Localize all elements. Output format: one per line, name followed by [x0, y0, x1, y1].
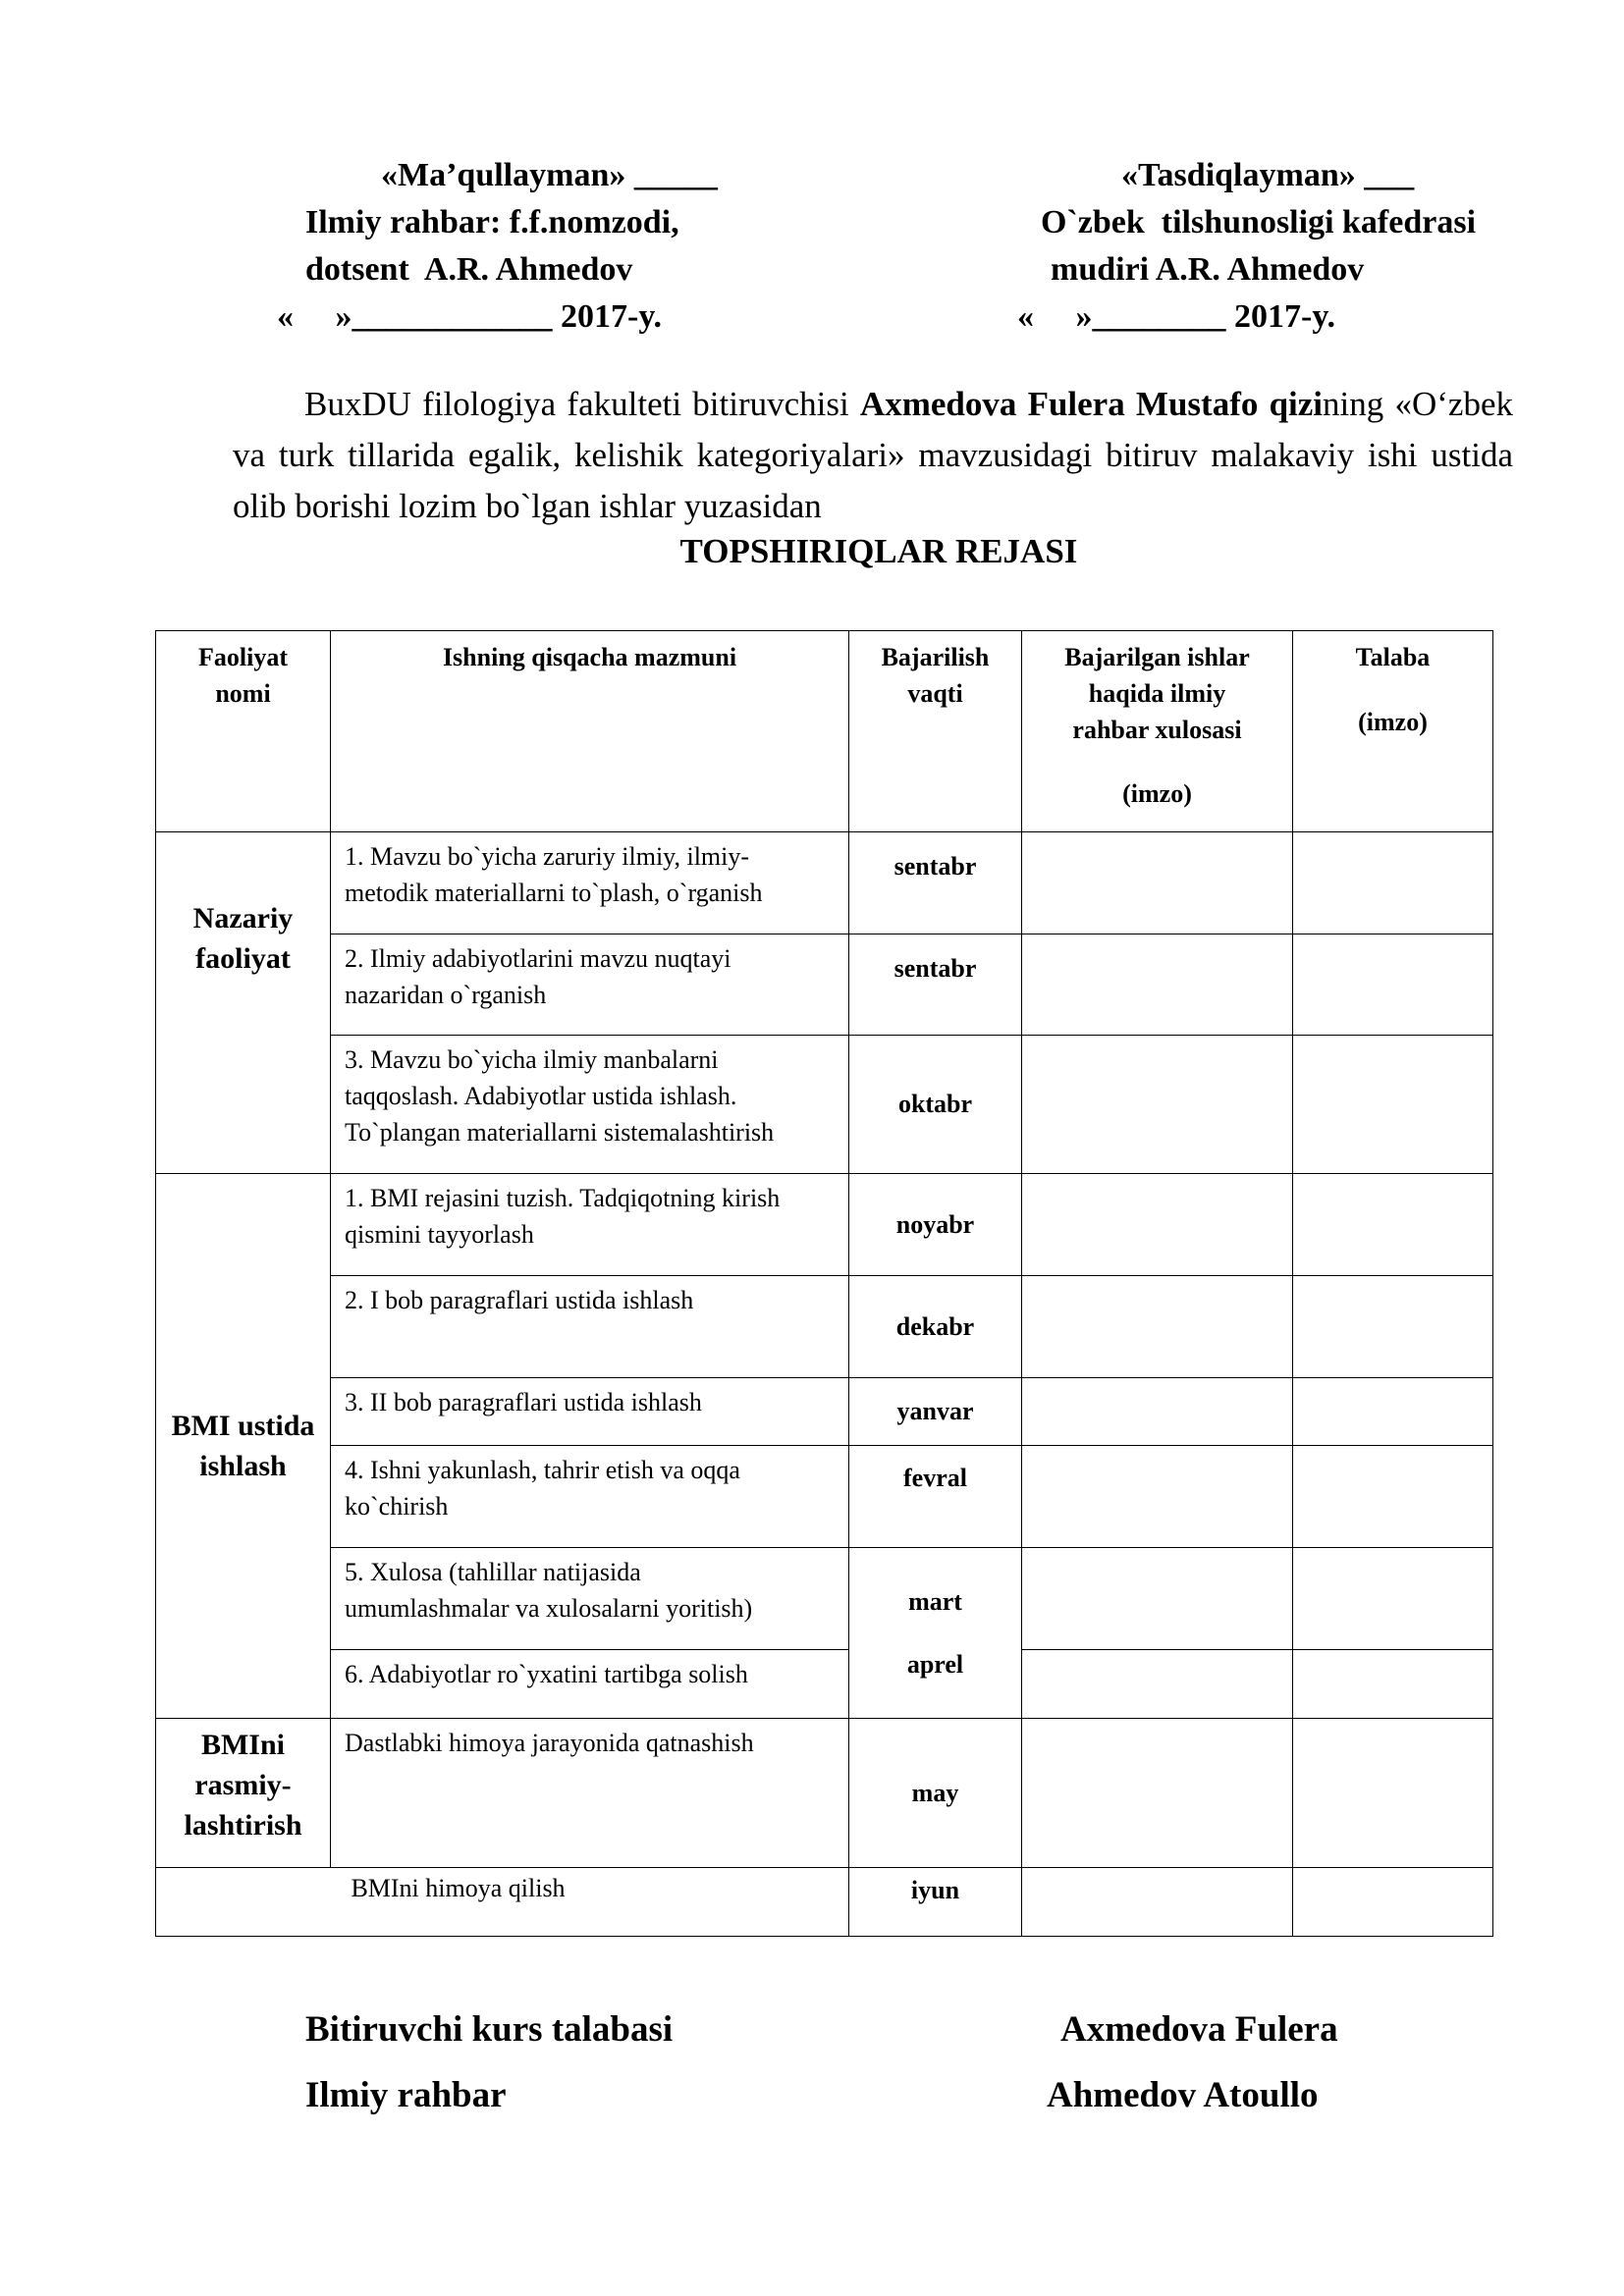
header-row [156, 631, 1493, 832]
table-row [156, 1650, 1493, 1719]
approve-right-line4: « »________ 2017-y. [1017, 298, 1335, 335]
table-row [156, 1548, 1493, 1650]
final-task-cell: BMIni himoya qilish [156, 1868, 849, 1937]
approve-left-line4: « »____________ 2017-y. [277, 298, 662, 335]
task-cell: Dastlabki himoya jarayonida qatnashish [331, 1719, 849, 1868]
advisor-signature-cell [1022, 832, 1293, 934]
advisor-name: Ahmedov Atoullo [1047, 2075, 1319, 2115]
table-row [156, 1036, 1493, 1174]
task-cell: 2. I bob paragraflari ustida ishlash [331, 1276, 849, 1378]
task-cell: 1. Mavzu bo`yicha zaruriy ilmiy, ilmiy- metodik materiallarni to`plash, o`rganish [331, 832, 849, 934]
student-signature-cell [1293, 1650, 1493, 1719]
header-task-summary: Ishning qisqacha mazmuni [331, 631, 849, 832]
term-cell: fevral [849, 1446, 1022, 1548]
student-role: Bitiruvchi kurs talabasi [305, 2009, 674, 2050]
advisor-signature-cell [1022, 1548, 1293, 1650]
term-cell: yanvar [849, 1378, 1022, 1446]
intro-part2: ning «O‘zbek va turk tillarida egalik, kelishik kategoriyalari» mavzusidagi bitiruv malakaviy ishi ustida olib borishi lozim bo`lgan ishlar yuzasidan [233, 385, 1513, 525]
advisor-role: Ilmiy rahbar [305, 2075, 507, 2115]
term-cell-merged: mart aprel [849, 1548, 1022, 1719]
student-signature-cell [1293, 934, 1493, 1036]
advisor-signature-cell [1022, 1446, 1293, 1548]
task-cell: 4. Ishni yakunlash, tahrir etish va oqqa ko`chirish [331, 1446, 849, 1548]
table-row [156, 1719, 1493, 1868]
intro-student-name: Axmedova Fulera Mustafo qizi [859, 385, 1324, 423]
approve-right-line2: O`zbek tilshunosligi kafedrasi [1041, 204, 1477, 240]
advisor-signature-cell [1022, 1650, 1293, 1719]
term-cell: dekabr [849, 1276, 1022, 1378]
table-row-final [156, 1868, 1493, 1937]
advisor-signature-cell [1022, 934, 1293, 1036]
category-formalization: BMIni rasmiy- lashtirish [156, 1719, 331, 1868]
header-advisor-conclusion: Bajarilgan ishlar haqida ilmiy rahbar xulosasi (imzo) [1022, 631, 1293, 832]
term-cell: may [849, 1719, 1022, 1868]
task-cell: 6. Adabiyotlar ro`yxatini tartibga solish [331, 1650, 849, 1719]
header-activity-name: Faoliyat nomi [156, 631, 331, 832]
student-name: Axmedova Fulera [1060, 2009, 1338, 2050]
student-signature-cell [1293, 1174, 1493, 1276]
advisor-signature-cell [1022, 1719, 1293, 1868]
category-thesis-work: BMI ustida ishlash [156, 1174, 331, 1719]
task-cell: 5. Xulosa (tahlillar natijasida umumlashmalar va xulosalarni yoritish) [331, 1548, 849, 1650]
student-signature-cell [1293, 1378, 1493, 1446]
student-signature-cell [1293, 1446, 1493, 1548]
term-cell: sentabr [849, 934, 1022, 1036]
term-cell: sentabr [849, 832, 1022, 934]
task-cell: 1. BMI rejasini tuzish. Tadqiqotning kirish qismini tayyorlash [331, 1174, 849, 1276]
student-signature-cell [1293, 832, 1493, 934]
table-row [156, 1378, 1493, 1446]
student-signature-cell [1293, 1036, 1493, 1174]
advisor-signature-cell [1022, 1174, 1293, 1276]
term-cell: noyabr [849, 1174, 1022, 1276]
category-theoretical: Nazariy faoliyat [156, 832, 331, 1174]
approve-right-line3: mudiri A.R. Ahmedov [1051, 251, 1365, 288]
approve-right-line1: «Tasdiqlayman» ___ [1121, 157, 1415, 193]
task-cell: 3. II bob paragraflari ustida ishlash [331, 1378, 849, 1446]
student-signature-cell [1293, 1868, 1493, 1937]
task-cell: 2. Ilmiy adabiyotlarini mavzu nuqtayi nazaridan o`rganish [331, 934, 849, 1036]
table-row [156, 1174, 1493, 1276]
approve-left-line3: dotsent A.R. Ahmedov [305, 251, 633, 288]
plan-title: TOPSHIRIQLAR REJASI [679, 532, 1078, 570]
advisor-signature-cell [1022, 1036, 1293, 1174]
term-cell: oktabr [849, 1036, 1022, 1174]
student-signature-cell [1293, 1719, 1493, 1868]
approve-left-line2: Ilmiy rahbar: f.f.nomzodi, [305, 204, 679, 240]
task-cell: 3. Mavzu bo`yicha ilmiy manbalarni taqqoslash. Adabiyotlar ustida ishlash. To`plangan materiallarni sistemalashtirish [331, 1036, 849, 1174]
header-deadline: Bajarilish vaqti [849, 631, 1022, 832]
intro-paragraph [233, 379, 1513, 532]
advisor-signature-cell [1022, 1868, 1293, 1937]
table-row [156, 934, 1493, 1036]
advisor-signature-cell [1022, 1276, 1293, 1378]
term-cell: iyun [849, 1868, 1022, 1937]
approve-left-line1: «Ma’qullayman» _____ [381, 157, 718, 193]
table-row [156, 832, 1493, 934]
advisor-signature-cell [1022, 1378, 1293, 1446]
student-signature-cell [1293, 1548, 1493, 1650]
table-row [156, 1446, 1493, 1548]
table-row [156, 1276, 1493, 1378]
plan-table [155, 630, 1493, 1937]
header-student-signature: Talaba (imzo) [1293, 631, 1493, 832]
intro-part1: BuxDU filologiya fakulteti bitiruvchisi [304, 385, 860, 423]
student-signature-cell [1293, 1276, 1493, 1378]
